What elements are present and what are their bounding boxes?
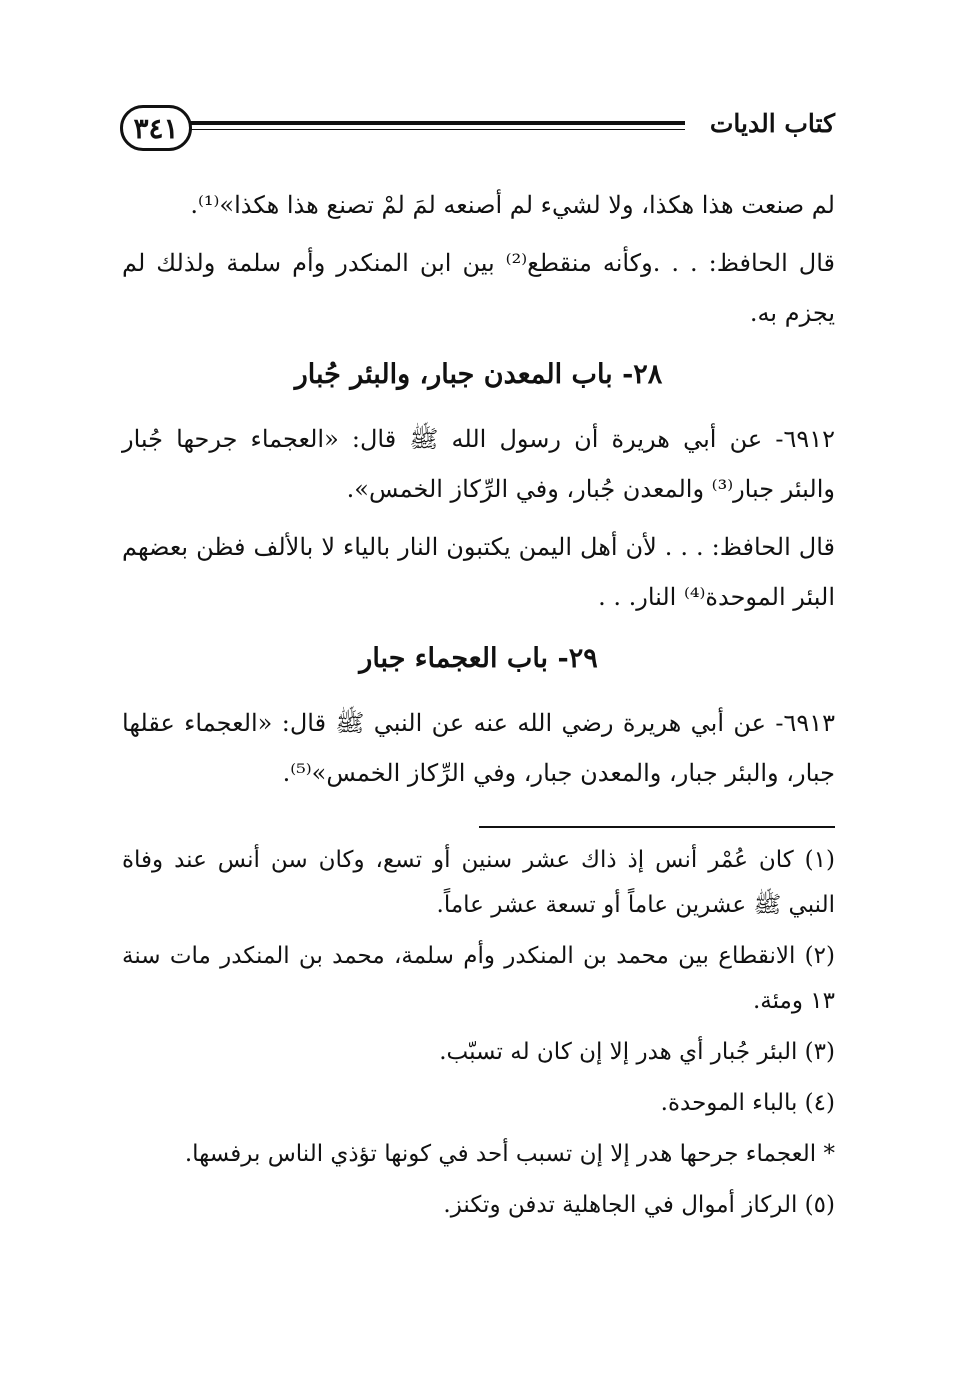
footnote-divider bbox=[479, 826, 835, 828]
page-number: ٣٤١ bbox=[120, 105, 192, 151]
paragraph: قال الحافظ: . . .وكأنه منقطع⁽²⁾ بين ابن المنكدر وأم سلمة ولذلك لم يجزم به. bbox=[122, 249, 835, 327]
chapter-heading: ٢٩- باب العجماء جبار bbox=[359, 643, 598, 674]
hadith-paragraph: ٦٩١٢- عن أبي هريرة أن رسول الله ﷺ قال: «العجماء جرحها جُبار والبئر جبار⁽³⁾ والمعدن جُبار، وفي الرِّكاز الخمس». bbox=[122, 425, 835, 503]
footnotes bbox=[122, 838, 835, 1228]
paragraph: لم صنعت هذا هكذا، ولا لشيء لم أصنعه لمَ لمْ تصنع هذا هكذا»⁽¹⁾. bbox=[190, 191, 835, 219]
running-header bbox=[120, 105, 835, 157]
paragraph: قال الحافظ: . . . لأن أهل اليمن يكتبون النار بالياء لا بالألف فظن بعضهم البئر الموحدة⁽⁴⁾ النار. . . bbox=[122, 533, 835, 611]
footnote: (٣) البئر جُبار أي هدر إلا إن كان له تسبّب. bbox=[439, 1039, 835, 1065]
hadith-paragraph: ٦٩١٣- عن أبي هريرة رضي الله عنه عن النبي ﷺ قال: «العجماء عقلها جبار، والبئر جبار، والمعدن جبار، وفي الرِّكاز الخمس»⁽⁵⁾. bbox=[122, 709, 835, 787]
header-rule-thin bbox=[190, 129, 685, 130]
footnote: (١) كان عُمْر أنس إذ ذاك عشر سنين أو تسع، وكان سن أنس عند وفاة النبي ﷺ عشرين عاماً أو تسعة عشر عاماً. bbox=[122, 847, 835, 918]
main-text bbox=[122, 180, 835, 1234]
footnote: (٢) الانقطاع بين محمد بن المنكدر وأم سلمة، محمد بن المنكدر مات سنة ١٣ ومئة. bbox=[122, 943, 835, 1014]
header-rule bbox=[190, 121, 685, 125]
footnote: (٤) بالباء الموحدة. bbox=[660, 1090, 835, 1116]
footnote: (٥) الركاز أموال في الجاهلية تدفن وتكنز. bbox=[443, 1192, 835, 1218]
book-title: كتاب الديات bbox=[709, 109, 835, 138]
chapter-heading: ٢٨- باب المعدن جبار، والبئر جُبار bbox=[294, 359, 663, 390]
footnote: * العجماء جرحها هدر إلا إن تسبب أحد في كونها تؤذي الناس برفسها. bbox=[184, 1141, 835, 1167]
